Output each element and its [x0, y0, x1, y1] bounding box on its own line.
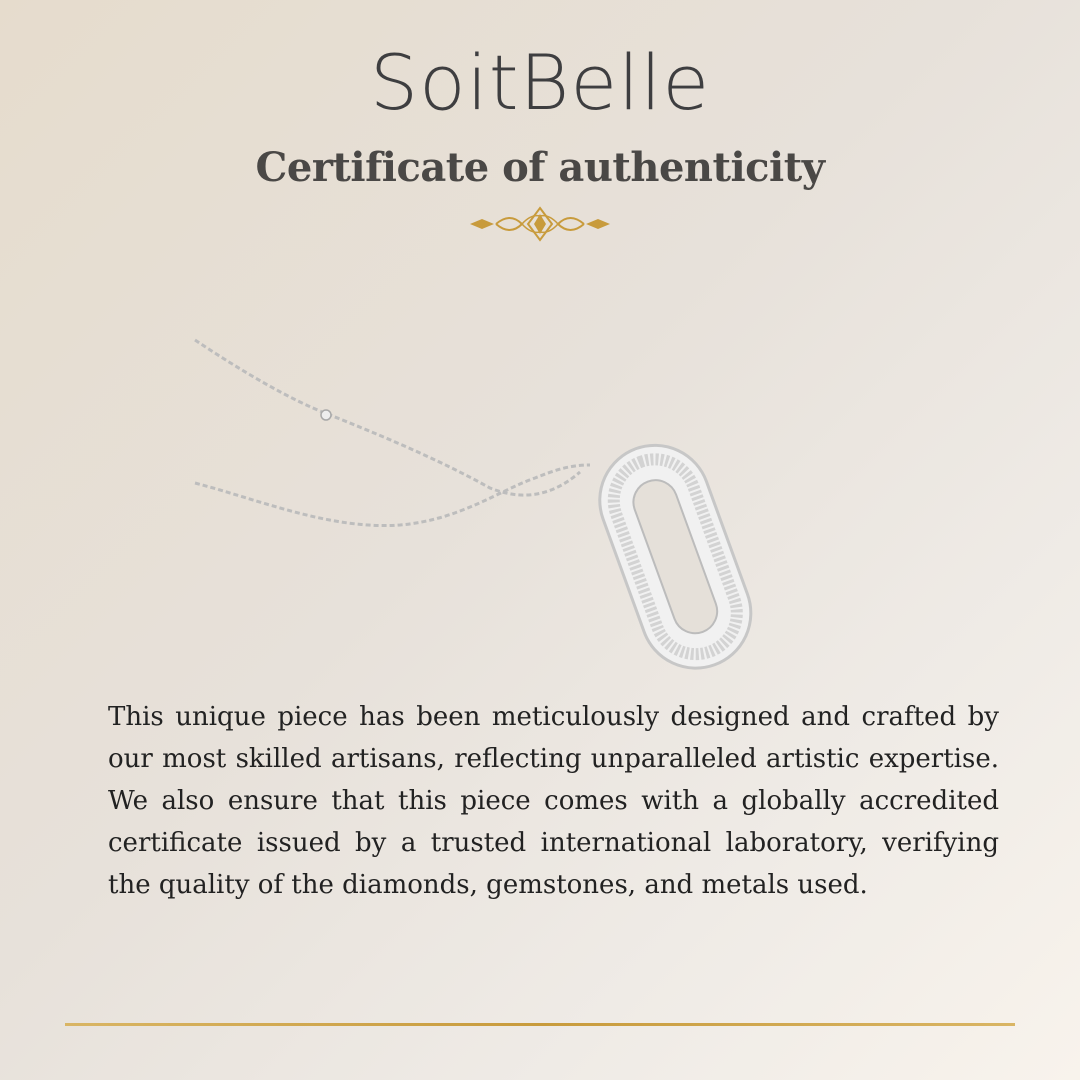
- bottom-gold-rule: [65, 1023, 1015, 1026]
- certificate-description: This unique piece has been meticulously designed and crafted by our most skilled artisans, reflecting unparalleled artistic expertise. We also ensure that this piece comes with a globally accredited certificate issued by a trusted international laboratory, verifying the quality of the diamonds, gemstones, and metals used.: [108, 702, 999, 900]
- certificate-title: Certificate of authenticity: [255, 144, 825, 191]
- brand-logo: SoitBelle: [369, 38, 711, 127]
- gold-ornament-divider-icon: [160, 204, 920, 244]
- diamond-pendant-necklace-image: [180, 320, 820, 680]
